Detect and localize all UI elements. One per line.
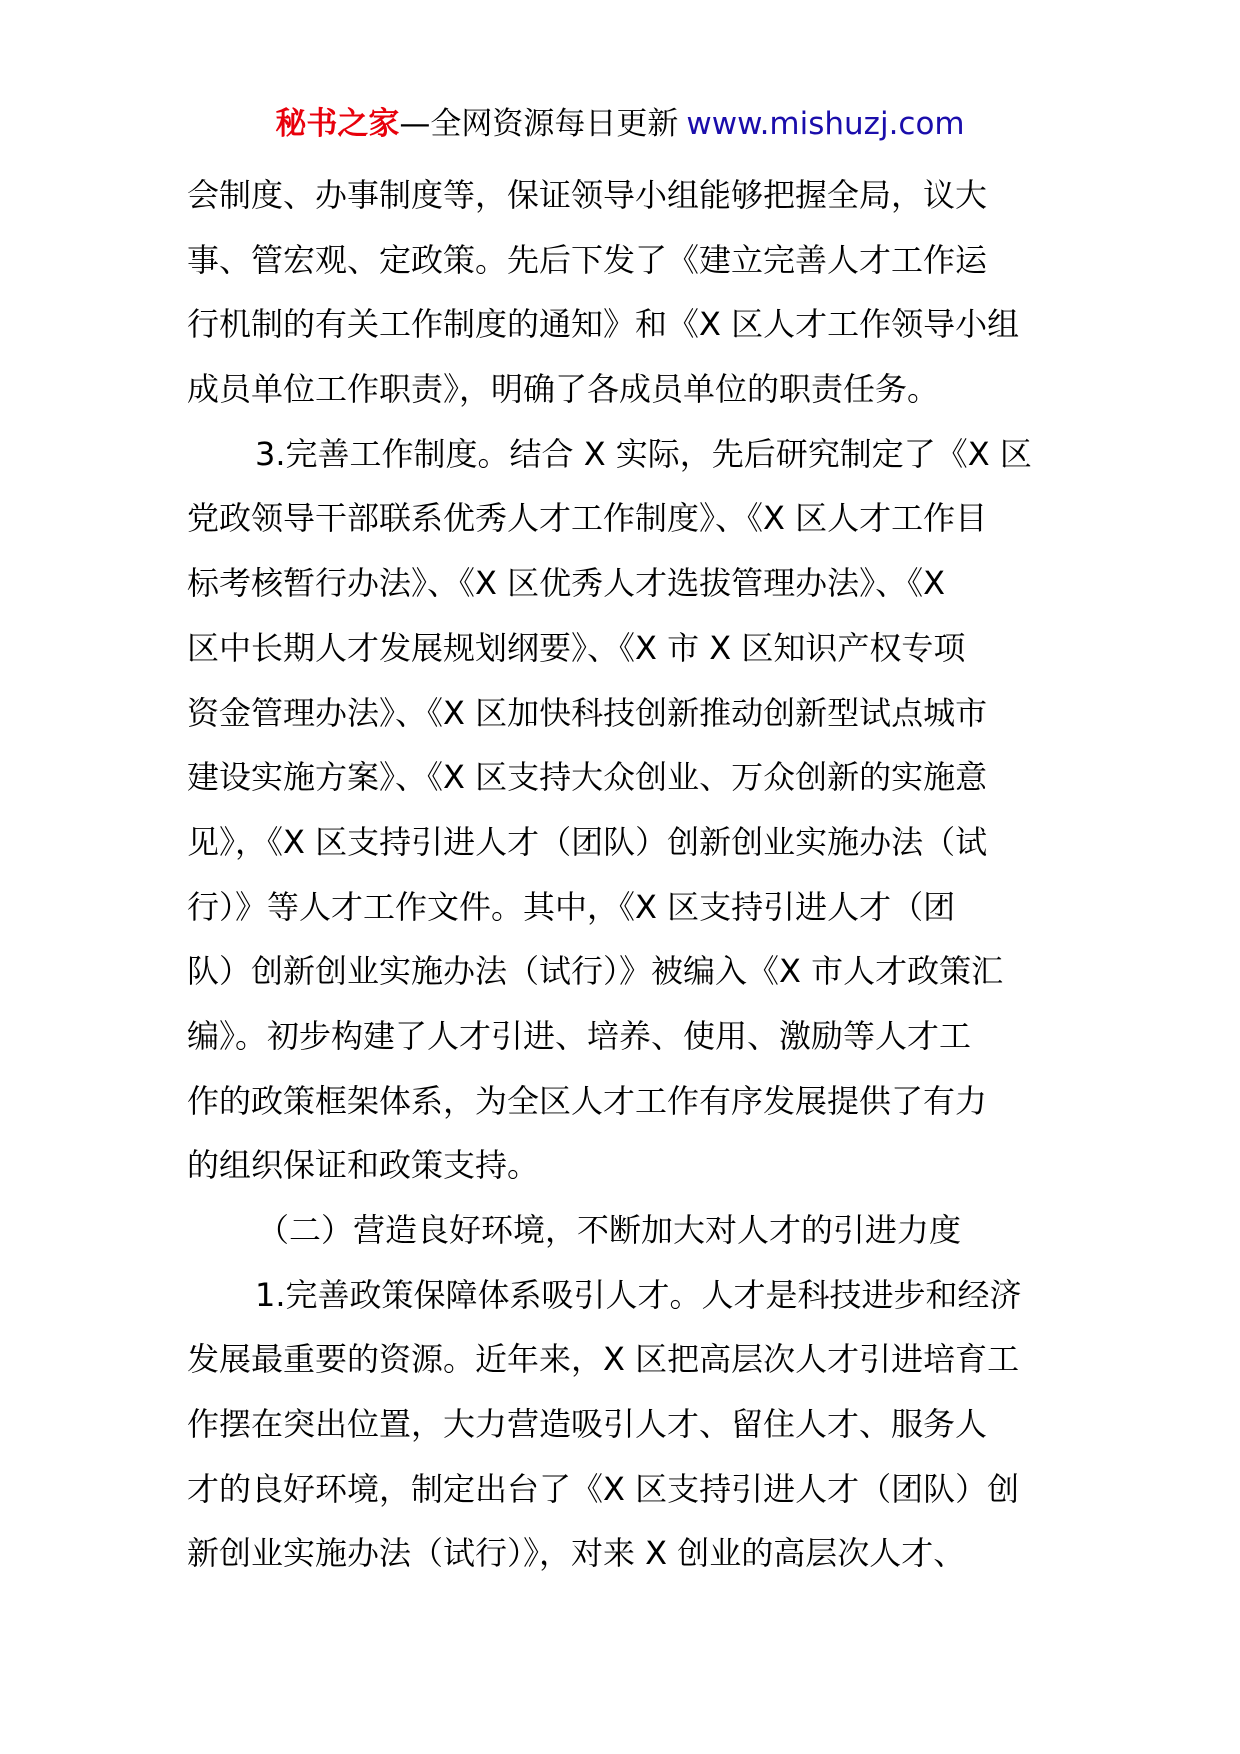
text-line: 资金管理办法》、《X 区加快科技创新推动创新型试点城市 [187, 693, 988, 732]
text-line: 新创业实施办法（试行）》，对来 X 创业的高层次人才、 [187, 1534, 966, 1573]
text-line: 作摆在突出位置，大力营造吸引人才、留住人才、服务人 [187, 1405, 988, 1444]
text-line: 编》。初步构建了人才引进、培养、使用、激励等人才工 [187, 1016, 972, 1055]
section-heading: （二）营造良好环境，不断加大对人才的引进力度 [257, 1211, 962, 1249]
site-url-link[interactable]: www.mishuzj.com [686, 106, 965, 142]
text-line: 行）》等人才工作文件。其中，《X 区支持引进人才（团 [187, 887, 956, 926]
text-line: 会制度、办事制度等，保证领导小组能够把握全局，议大 [187, 176, 988, 214]
paragraph-first-line: 1.完善政策保障体系吸引人才。人才是科技进步和经济 [255, 1275, 1022, 1314]
text-line: 见》，《X 区支持引进人才（团队）创新创业实施办法（试 [187, 822, 988, 861]
text-line: 的组织保证和政策支持。 [187, 1146, 540, 1185]
text-line: 发展最重要的资源。近年来，X 区把高层次人才引进培育工 [187, 1340, 1020, 1379]
text-line: 成员单位工作职责》，明确了各成员单位的职责任务。 [187, 370, 940, 409]
text-line: 队）创新创业实施办法（试行）》被编入《X 市人才政策汇 [187, 952, 1004, 991]
text-line: 事、管宏观、定政策。先后下发了《建立完善人才工作运 [187, 240, 988, 279]
document-body [187, 163, 1053, 1586]
text-line: 建设实施方案》、《X 区支持大众创业、万众创新的实施意 [187, 758, 988, 797]
text-line: 作的政策框架体系，为全区人才工作有序发展提供了有力 [187, 1081, 988, 1120]
brand-name: 秘书之家 [275, 106, 400, 142]
text-line: 标考核暂行办法》、《X 区优秀人才选拔管理办法》、《X [187, 564, 946, 603]
paragraph-first-line: 3.完善工作制度。结合 X 实际，先后研究制定了《X 区 [255, 434, 1032, 473]
header-tagline: —全网资源每日更新 [399, 106, 679, 142]
text-line: 行机制的有关工作制度的通知》和《X 区人才工作领导小组 [187, 305, 1020, 344]
text-line: 区中长期人才发展规划纲要》、《X 市 X 区知识产权专项 [187, 628, 966, 667]
page-header [0, 100, 1240, 148]
text-line: 才的良好环境，制定出台了《X 区支持引进人才（团队）创 [187, 1469, 1020, 1508]
text-line: 党政领导干部联系优秀人才工作制度》、《X 区人才工作目 [187, 499, 988, 538]
